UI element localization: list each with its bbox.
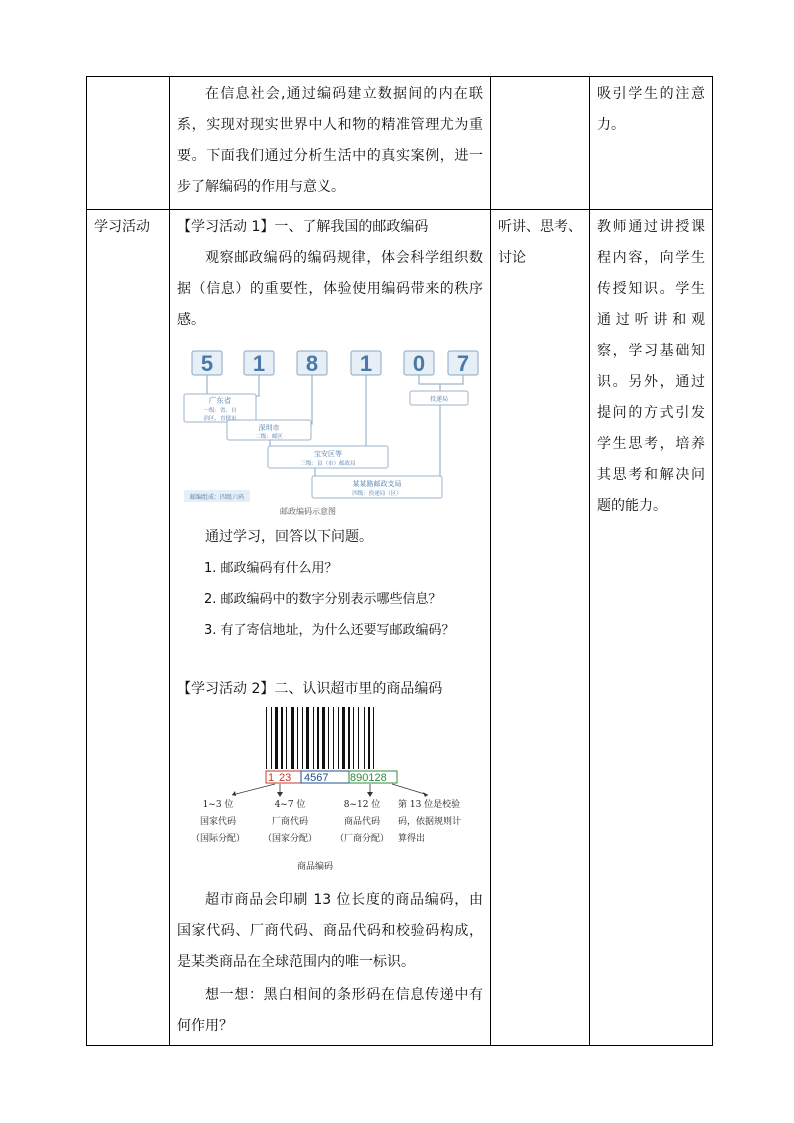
barcode-stripe bbox=[328, 707, 329, 769]
postal-digit: 0 bbox=[412, 351, 426, 376]
level4-name: 某某路邮政支局 bbox=[352, 480, 402, 488]
barcode-stripe bbox=[297, 707, 298, 769]
barcode-stripe bbox=[342, 707, 345, 769]
label-country-name: 国家代码 bbox=[199, 817, 237, 827]
activity2-title: 【学习活动 2】二、认识超市里的商品编码 bbox=[177, 681, 443, 697]
barcode-digits-country: 23 bbox=[279, 772, 292, 784]
label-maker-pos: 4~7 位 bbox=[274, 800, 306, 810]
label-country-alloc: （国际分配） bbox=[190, 834, 246, 844]
delivery-label: 投递局 bbox=[429, 396, 449, 403]
barcode-stripe bbox=[313, 707, 314, 769]
row-label: 学习活动 bbox=[94, 219, 150, 235]
barcode-diagram bbox=[170, 705, 490, 881]
composition-label: 邮编组成：四级六码 bbox=[189, 494, 245, 501]
table-row bbox=[87, 210, 713, 1046]
table-row bbox=[87, 77, 713, 210]
label-check-line2: 码，依据规则计 bbox=[398, 817, 462, 827]
barcode-stripe bbox=[266, 707, 267, 769]
barcode-stripe bbox=[368, 707, 370, 769]
postal-digit: 5 bbox=[200, 351, 214, 376]
barcode-stripe bbox=[286, 707, 287, 769]
barcode-stripe bbox=[291, 707, 294, 769]
barcode-stripe bbox=[364, 707, 365, 769]
barcode-digits-product: 890128 bbox=[350, 772, 387, 784]
barcode-description: 超市商品会印刷 13 位长度的商品编码，由国家代码、厂商代码、商品代码和校验码构成，是某类商品在全球范围内的唯一标识。 bbox=[177, 892, 483, 970]
level4-desc: 四级：投递局（区） bbox=[352, 491, 402, 497]
level1-desc-a: 一级：省、自 bbox=[203, 408, 237, 414]
barcode-stripe bbox=[338, 707, 339, 769]
note-cell bbox=[590, 210, 713, 1046]
pointer-line bbox=[392, 784, 428, 795]
barcode-stripe bbox=[281, 707, 283, 769]
note-cell-intro bbox=[590, 77, 713, 210]
question-item: 1. 邮政编码有什么用？ bbox=[204, 561, 338, 576]
spacer bbox=[170, 646, 490, 672]
label-product-name: 商品代码 bbox=[343, 817, 381, 827]
activity1-title: 【学习活动 1】一、了解我国的邮政编码 bbox=[177, 219, 429, 235]
label-check-line1: 第 13 位是校验 bbox=[398, 800, 461, 810]
level3-name: 宝安区等 bbox=[314, 450, 342, 458]
postal-code-diagram bbox=[170, 336, 490, 516]
pointer-arrowhead bbox=[277, 792, 283, 797]
label-cell-empty bbox=[87, 77, 170, 210]
barcode-stripe bbox=[275, 707, 278, 769]
postal-digit: 1 bbox=[252, 351, 266, 376]
design-intent-text: 教师通过讲授课程内容，向学生传授知识。学生通过听讲和观察，学习基础知识。另外，通过提问的方式引发学生思考，培养其思考和解决问题的能力。 bbox=[597, 219, 705, 514]
barcode-bars bbox=[266, 707, 374, 769]
level3-desc: 三级：县（市）邮政局 bbox=[300, 461, 356, 467]
pointer-arrowhead bbox=[367, 792, 373, 797]
think-question: 想一想：黑白相间的条形码在信息传递中有何作用？ bbox=[177, 987, 483, 1034]
barcode-stripe bbox=[306, 707, 309, 769]
barcode-stripe bbox=[317, 707, 319, 769]
intro-paragraph: 在信息社会,通过编码建立数据间的内在联系，实现对现实世界中人和物的精准管理尤为重要。下面我们通过分析生活中的真实案例，进一步了解编码的作用与意义。 bbox=[177, 86, 483, 195]
method-text: 听讲、思考、讨论 bbox=[498, 219, 582, 266]
question-prompt: 通过学习，回答以下问题。 bbox=[205, 529, 373, 545]
postal-digit: 8 bbox=[305, 351, 319, 376]
barcode-stripe bbox=[358, 707, 359, 769]
label-check-line3: 算得出 bbox=[398, 834, 426, 844]
lesson-plan-table bbox=[86, 76, 713, 1046]
barcode-stripe bbox=[348, 707, 350, 769]
barcode-stripe bbox=[373, 707, 374, 769]
question-item: 2. 邮政编码中的数字分别表示哪些信息？ bbox=[204, 592, 442, 607]
barcode-stripe bbox=[322, 707, 325, 769]
content-cell-intro bbox=[170, 77, 491, 210]
activity1-desc: 观察邮政编码的编码规律，体会科学组织数据（信息）的重要性，体验使用编码带来的秩序感。 bbox=[177, 250, 483, 328]
method-cell-empty bbox=[491, 77, 590, 210]
postal-digit: 1 bbox=[359, 351, 373, 376]
label-maker-name: 厂商代码 bbox=[271, 817, 309, 827]
intro-note: 吸引学生的注意力。 bbox=[597, 86, 705, 133]
question-item: 3. 有了寄信地址，为什么还要写邮政编码？ bbox=[204, 623, 455, 638]
label-maker-alloc: （国家分配） bbox=[262, 834, 318, 844]
barcode-stripe bbox=[333, 707, 334, 769]
barcode-stripe bbox=[271, 707, 272, 769]
pointer-line bbox=[232, 784, 275, 795]
barcode-caption: 商品编码 bbox=[296, 862, 334, 872]
label-cell bbox=[87, 210, 170, 1046]
barcode-digits-maker: 4567 bbox=[304, 772, 329, 784]
label-country-pos: 1~3 位 bbox=[202, 800, 234, 810]
postal-digit: 7 bbox=[456, 351, 470, 376]
level2-name: 深圳市 bbox=[258, 424, 280, 432]
barcode-digit-first: 1 bbox=[268, 772, 275, 784]
method-cell bbox=[491, 210, 590, 1046]
level2-desc: 二级：邮区 bbox=[255, 434, 283, 440]
label-product-pos: 8~12 位 bbox=[343, 800, 381, 810]
level1-name: 广东省 bbox=[208, 396, 232, 405]
label-product-alloc: （厂商分配） bbox=[334, 834, 390, 844]
barcode-stripe bbox=[353, 707, 354, 769]
postal-caption: 邮政编码示意图 bbox=[280, 507, 336, 516]
barcode-stripe bbox=[302, 707, 303, 769]
content-cell-activities bbox=[170, 210, 491, 1046]
level1-desc-b: 治区、直辖市 bbox=[203, 416, 237, 422]
